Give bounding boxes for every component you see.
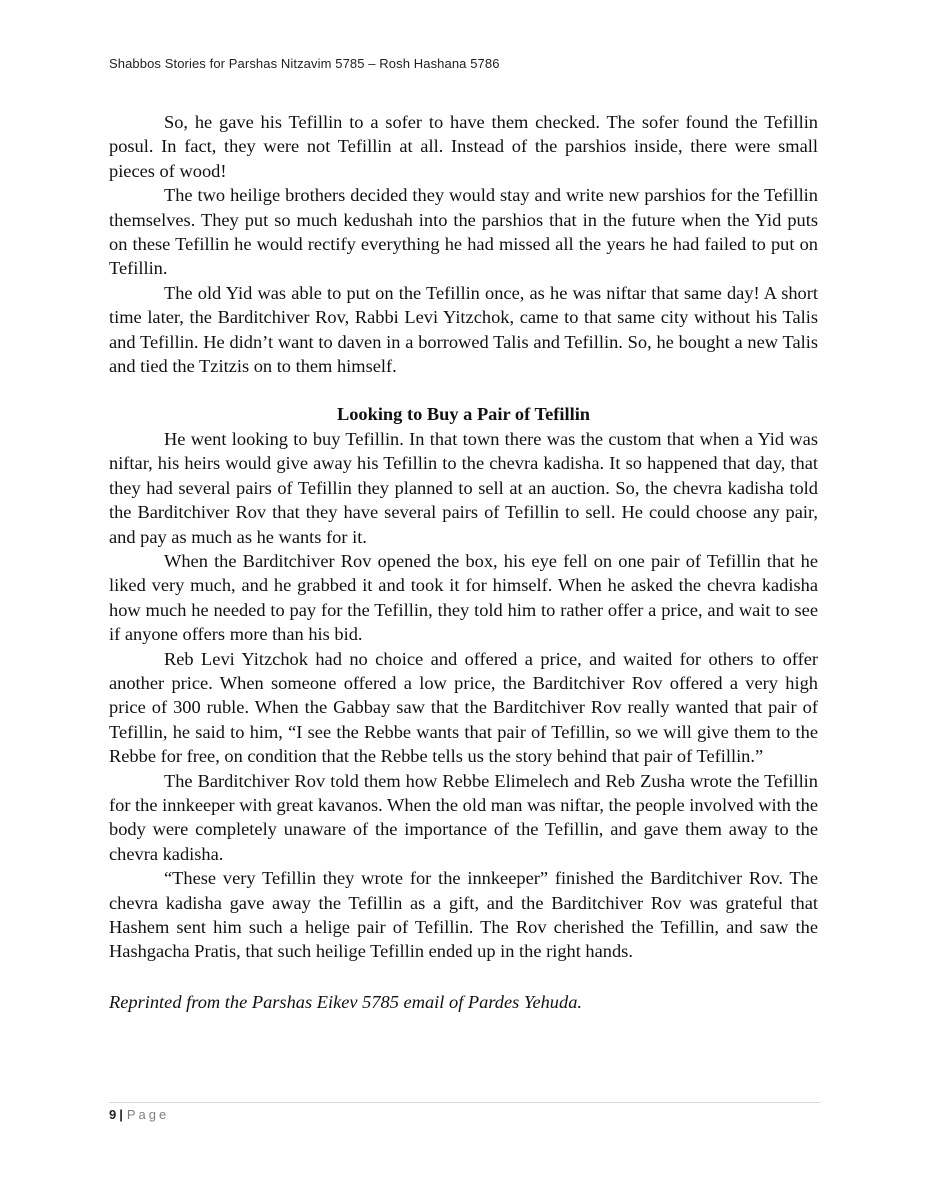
paragraph: The two heilige brothers decided they would stay and write new parshios for the Tefillin themselves. They put so much kedushah into the parshios that in the future when the Yid puts on these Tefillin he would rectify everything he had missed all the years he had failed to put on Tefillin. [109,185,818,279]
section-heading: Looking to Buy a Pair of Tefillin [336,404,591,425]
paragraph: When the Barditchiver Rov opened the box, his eye fell on one pair of Tefillin that he liked very much, and he grabbed it and took it for himself. When he asked the chevra kadisha how much he needed to pay for the Tefillin, they told him to rather offer a price, and wait to see if anyone offers more than his bid. [109,550,818,645]
source-credit: Reprinted from the Parshas Eikev 5785 email of Pardes Yehuda. [109,991,582,1012]
article-body [109,110,818,1014]
page-label: Page [126,1107,170,1122]
page-footer [109,1107,169,1122]
paragraph: Reb Levi Yitzchok had no choice and offered a price, and waited for others to offer another price. When someone offered a low price, the Barditchiver Rov offered a very high price of 300 ruble. When the Gabbay saw that the Barditchiver Rov really wanted that pair of Tefillin, he said to him, “I see the Rebbe wants that pair of Tefillin, so we will give them to the Rebbe for free, on condition that the Rebbe tells us the story behind that pair of Tefillin.” [109,648,818,767]
paragraph: The old Yid was able to put on the Tefillin once, as he was niftar that same day! A short time later, the Barditchiver Rov, Rabbi Levi Yitzchok, came to that same city without his Talis and Tefillin. He didn’t want to daven in a borrowed Talis and Tefillin. So, he bought a new Talis and tied the Tzitzis on to them himself. [109,282,818,377]
page-number: 9 [109,1107,117,1122]
paragraph: “These very Tefillin they wrote for the innkeeper” finished the Barditchiver Rov. The chevra kadisha gave away the Tefillin as a gift, and the Barditchiver Rov was grateful that Hashem sent him such a helige pair of Tefillin. The Rov cherished the Tefillin, and saw the Hashgacha Pratis, that such heilige Tefillin ended up in the right hands. [109,868,818,962]
paragraph: The Barditchiver Rov told them how Rebbe Elimelech and Reb Zusha wrote the Tefillin for the innkeeper with great kavanos. When the old man was niftar, the people involved with the body were completely unaware of the importance of the Tefillin, and gave them away to the chevra kadisha. [109,770,818,864]
paragraph: He went looking to buy Tefillin. In that town there was the custom that when a Yid was niftar, his heirs would give away his Tefillin to the chevra kadisha. It so happened that day, that they had several pairs of Tefillin they planned to sell at an auction. So, the chevra kadisha told the Barditchiver Rov that they have several pairs of Tefillin to sell. He could choose any pair, and pay as much as he wants for it. [109,428,818,547]
paragraph: So, he gave his Tefillin to a sofer to have them checked. The sofer found the Tefillin posul. In fact, they were not Tefillin at all. Instead of the parshios inside, there were small pieces of wood! [109,112,818,181]
footer-separator: | [119,1107,123,1122]
footer-divider [109,1102,820,1103]
running-header: Shabbos Stories for Parshas Nitzavim 5785 – Rosh Hashana 5786 [109,56,500,71]
